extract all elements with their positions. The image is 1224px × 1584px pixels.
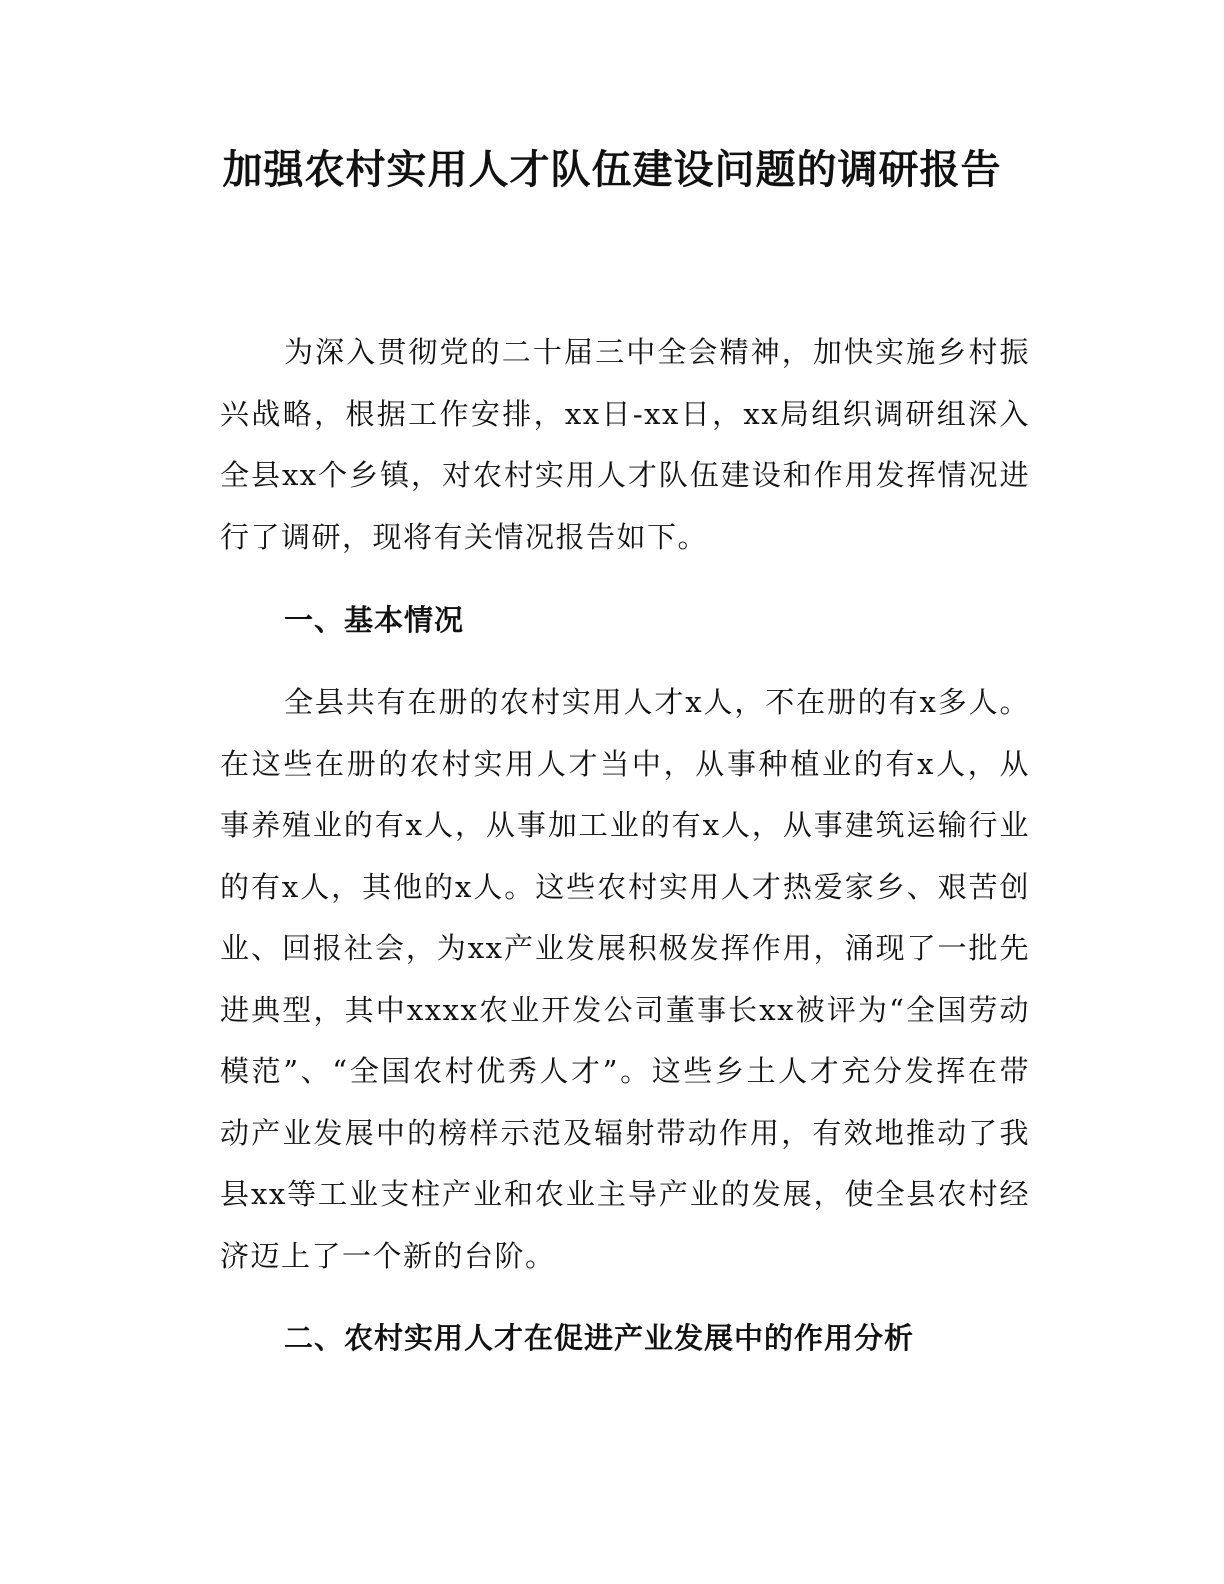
section-heading-basic-situation: 一、基本情况: [284, 603, 465, 637]
document-title: 加强农村实用人才队伍建设问题的调研报告: [222, 147, 1002, 193]
basic-situation-paragraph: 全县共有在册的农村实用人才x人，不在册的有x多人。在这些在册的农村实用人才当中，从事种植业的有x人，从事养殖业的有x人，从事加工业的有x人，从事建筑运输行业的有x人，其他的x人。这些农村实用人才热爱家乡、艰苦创业、回报社会，为xx产业发展积极发挥作用，涌现了一批先进典型，其中xxxx农业开发公司董事长xx被评为“全国劳动模范”、“全国农村优秀人才”。这些乡土人才充分发挥在带动产业发展中的榜样示范及辐射带动作用，有效地推动了我县xx等工业支柱产业和农业主导产业的发展，使全县农村经济迈上了一个新的台阶。: [220, 685, 1030, 1273]
section-heading-role-analysis: 二、农村实用人才在促进产业发展中的作用分析: [284, 1321, 915, 1355]
intro-paragraph: 为深入贯彻党的二十届三中全会精神，加快实施乡村振兴战略，根据工作安排，xx日-xx日，xx局组织调研组深入全县xx个乡镇，对农村实用人才队伍建设和作用发挥情况进行了调研，现将有关情况报告如下。: [220, 335, 1030, 554]
